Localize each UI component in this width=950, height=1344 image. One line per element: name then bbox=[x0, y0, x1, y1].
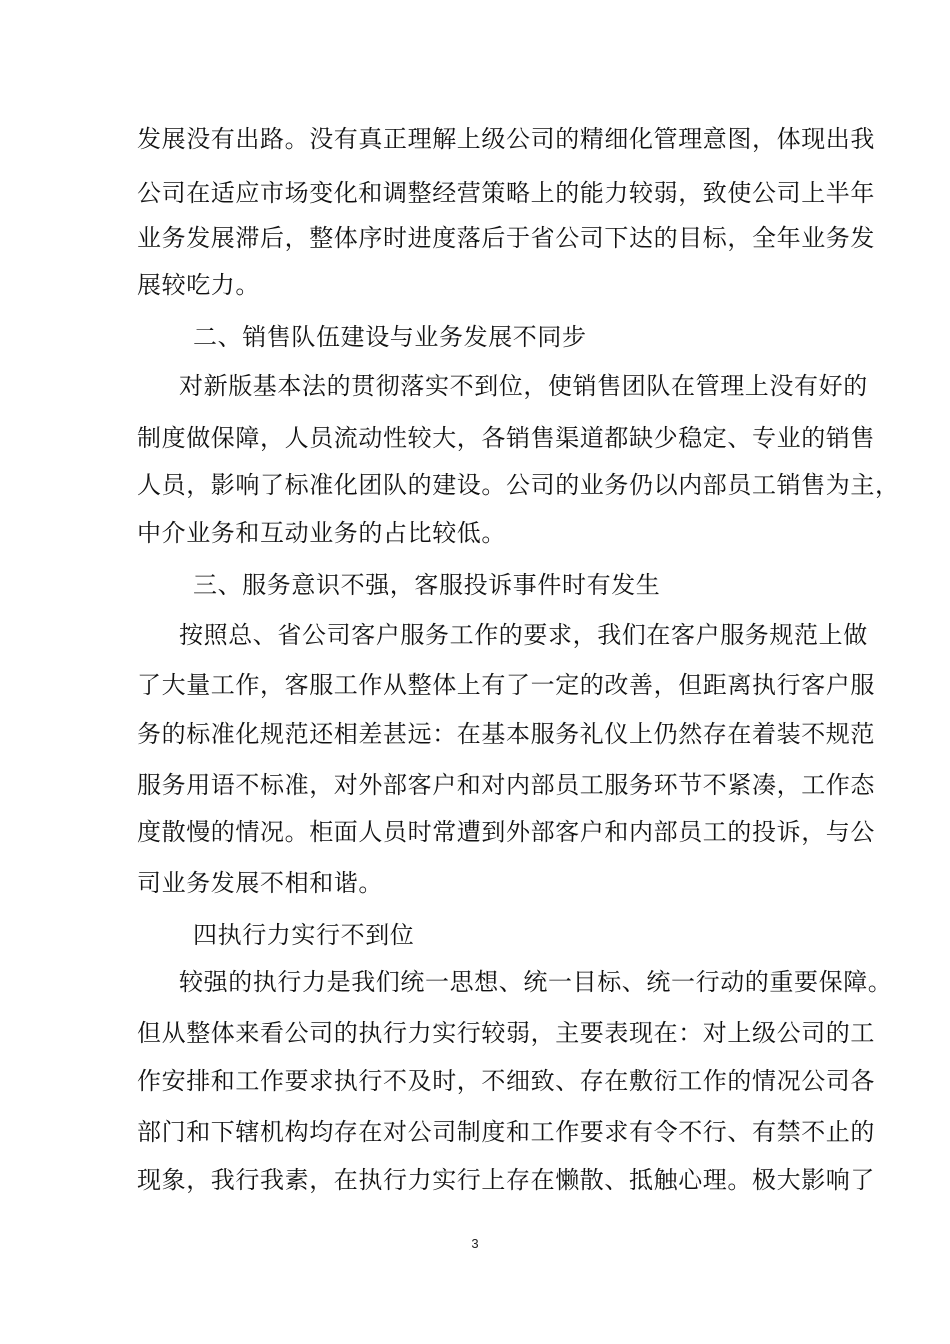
body-text-line: 了大量工作，客服工作从整体上有了一定的改善，但距离执行客户服 bbox=[137, 671, 875, 699]
body-text-line: 作安排和工作要求执行不及时，不细致、存在敷衍工作的情况公司各 bbox=[137, 1067, 875, 1095]
body-text-line: 展较吃力。 bbox=[137, 271, 260, 299]
body-text-line: 现象，我行我素，在执行力实行上存在懒散、抵触心理。极大影响了 bbox=[137, 1166, 875, 1194]
body-text-line: 较强的执行力是我们统一思想、统一目标、统一行动的重要保障。 bbox=[179, 968, 893, 996]
body-text-line: 发展没有出路。没有真正理解上级公司的精细化管理意图，体现出我 bbox=[137, 125, 875, 153]
body-text-line: 人员，影响了标准化团队的建设。公司的业务仍以内部员工销售为主， bbox=[137, 471, 900, 499]
page-number: 3 bbox=[471, 1236, 479, 1251]
section-heading-3: 三、服务意识不强，客服投诉事件时有发生 bbox=[193, 571, 661, 599]
section-heading-2: 二、销售队伍建设与业务发展不同步 bbox=[193, 323, 587, 351]
body-text-line: 公司在适应市场变化和调整经营策略上的能力较弱，致使公司上半年 bbox=[137, 179, 875, 207]
body-text-line: 服务用语不标准，对外部客户和对内部员工服务环节不紧凑，工作态 bbox=[137, 771, 875, 799]
body-text-line: 部门和下辖机构均存在对公司制度和工作要求有令不行、有禁不止的 bbox=[137, 1118, 875, 1146]
section-heading-4: 四执行力实行不到位 bbox=[193, 921, 415, 949]
body-text-line: 按照总、省公司客户服务工作的要求，我们在客户服务规范上做 bbox=[179, 621, 868, 649]
body-text-line: 制度做保障，人员流动性较大，各销售渠道都缺少稳定、专业的销售 bbox=[137, 424, 875, 452]
body-text-line: 中介业务和互动业务的占比较低。 bbox=[137, 519, 506, 547]
body-text-line: 但从整体来看公司的执行力实行较弱，主要表现在：对上级公司的工 bbox=[137, 1019, 875, 1047]
body-text-line: 度散慢的情况。柜面人员时常遭到外部客户和内部员工的投诉，与公 bbox=[137, 818, 875, 846]
body-text-line: 司业务发展不相和谐。 bbox=[137, 869, 383, 897]
body-text-line: 业务发展滞后，整体序时进度落后于省公司下达的目标，全年业务发 bbox=[137, 224, 875, 252]
body-text-line: 对新版基本法的贯彻落实不到位，使销售团队在管理上没有好的 bbox=[179, 372, 868, 400]
body-text-line: 务的标准化规范还相差甚远：在基本服务礼仪上仍然存在着装不规范 bbox=[137, 720, 875, 748]
